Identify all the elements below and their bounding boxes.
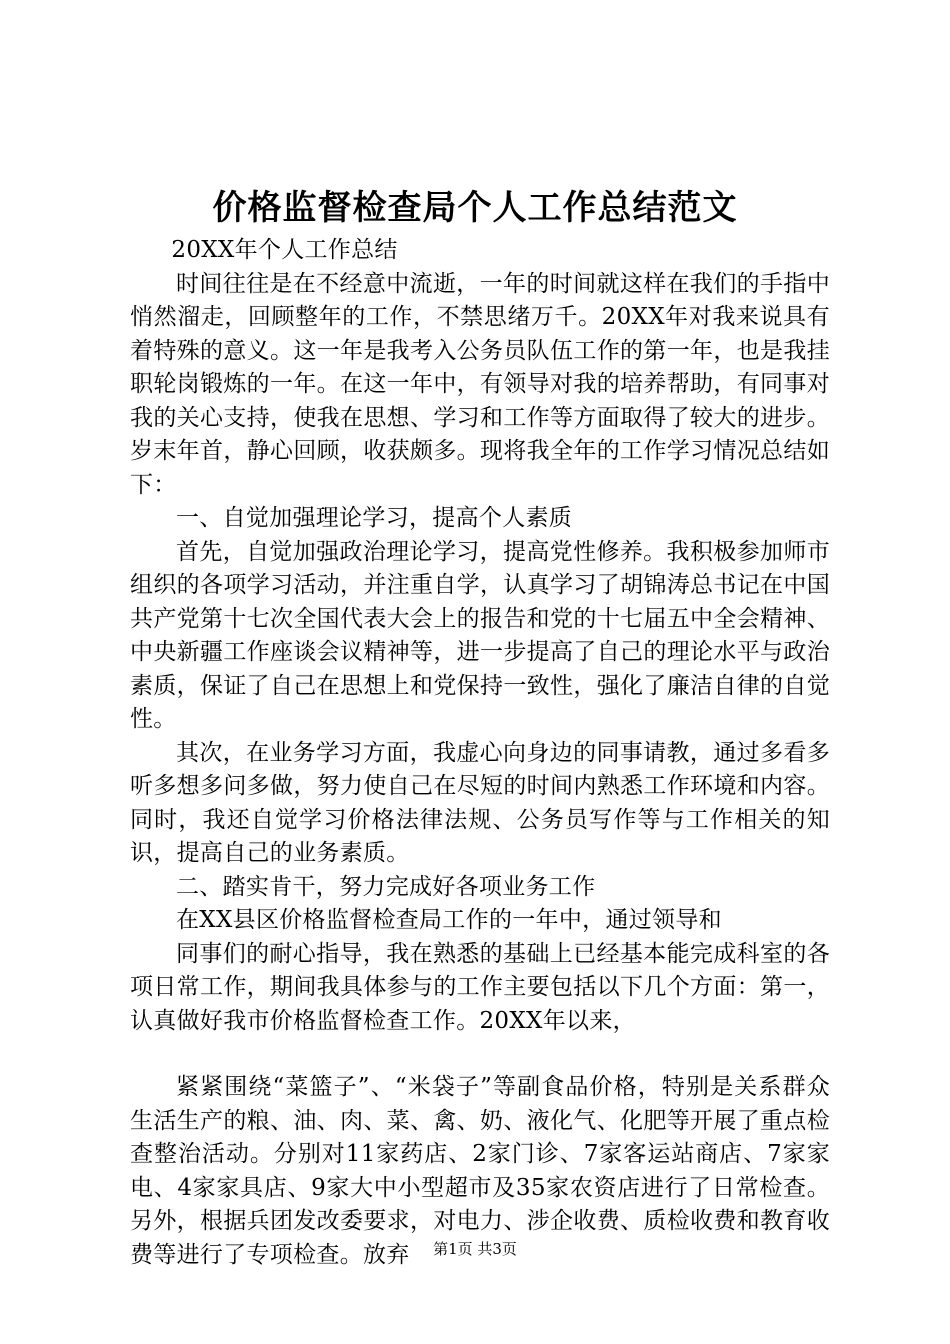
- paragraph-subtitle: 20XX年个人工作总结: [171, 237, 398, 263]
- paragraph-business-study: 其次，在业务学习方面，我虚心向身边的同事请教，通过多看多听多想多问多做，努力使自己在尽短的时间内熟悉工作环境和内容。同时，我还自觉学习价格法律法规、公务员写作等与工作相关的知识，提高自己的业务素质。: [130, 739, 830, 866]
- paragraph-political-study: 首先，自觉加强政治理论学习，提高党性修养。我积极参加师市组织的各项学习活动，并注重自学，认真学习了胡锦涛总书记在中国共产党第十七次全国代表大会上的报告和党的十七届五中全会精神、中央新疆工作座谈会议精神等，进一步提高了自己的理论水平与政治素质，保证了自己在思想上和党保持一致性，强化了廉洁自律的自觉性。: [130, 538, 830, 732]
- document-body: [130, 234, 830, 1272]
- paragraph-intro: 时间往往是在不经意中流逝，一年的时间就这样在我们的手指中悄然溜走，回顾整年的工作，不禁思绪万千。20XX年对我来说具有着特殊的意义。这一年是我考入公务员队伍工作的第一年，也是我挂职轮岗锻炼的一年。在这一年中，有领导对我的培养帮助，有同事对我的关心支持，使我在思想、学习和工作等方面取得了较大的进步。岁末年首，静心回顾，收获颇多。现将我全年的工作学习情况总结如下：: [130, 270, 830, 498]
- paragraph-inspection: 紧紧围绕“菜篮子”、“米袋子”等副食品价格，特别是关系群众生活生产的粮、油、肉、菜、禽、奶、液化气、化肥等开展了重点检查整治活动。分别对11家药店、2家门诊、7家客运站商店、7家家电、4家家具店、9家大中小型超市及35家农资店进行了日常检查。另外，根据兵团发改委要求，对电力、涉企收费、质检收费和教育收费等进行了专项检查。放弃: [130, 1074, 830, 1268]
- paragraph-work-detail: 同事们的耐心指导，我在熟悉的基础上已经基本能完成科室的各项日常工作，期间我具体参与的工作主要包括以下几个方面：第一，认真做好我市价格监督检查工作。20XX年以来，: [130, 940, 830, 1034]
- document-title: 价格监督检查局个人工作总结范文: [212, 188, 738, 228]
- page-footer: 第1页 共3页: [433, 1240, 517, 1258]
- paragraph-gap: [130, 1038, 830, 1071]
- paragraph-work-intro: 在XX县区价格监督检查局工作的一年中，通过领导和: [176, 907, 722, 933]
- section-heading-2: 二、踏实肯干，努力完成好各项业务工作: [176, 873, 596, 900]
- section-heading-1: 一、自觉加强理论学习，提高个人素质: [176, 505, 573, 531]
